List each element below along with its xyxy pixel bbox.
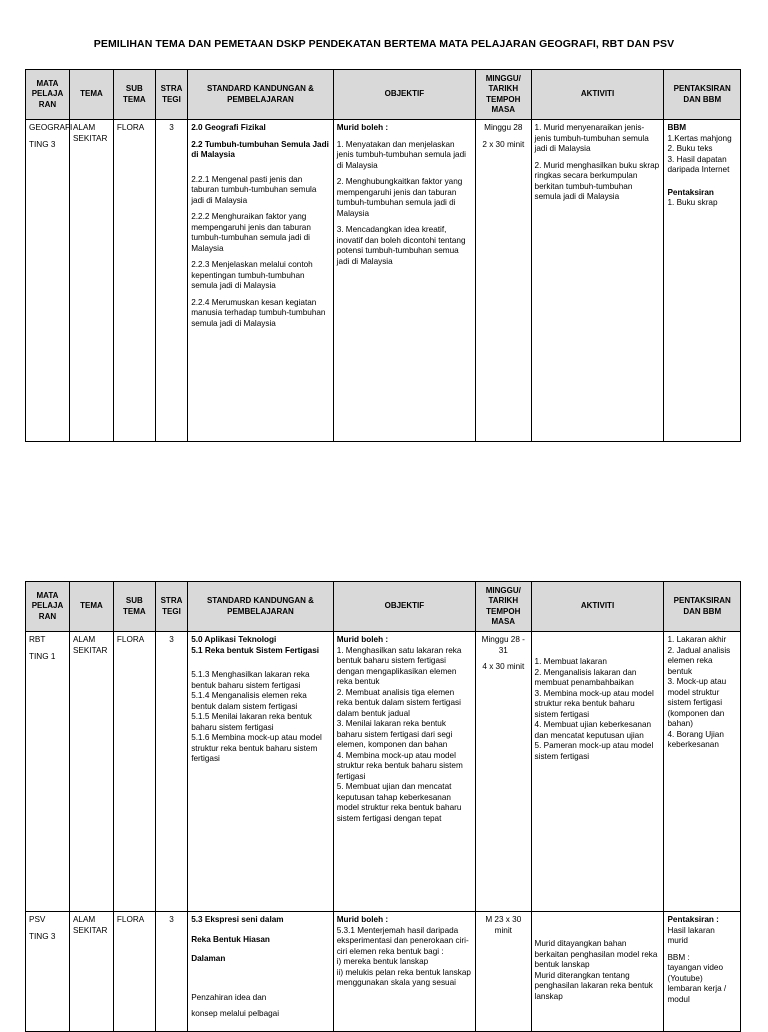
standard-item: 5.1.3 Menghasilkan lakaran reka bentuk baharu sistem fertigasi [191,670,310,690]
cell-objektif [333,632,475,912]
header-minggu: MINGGU/ TARIKH TEMPOH MASA [476,70,531,120]
objective-heading: Murid boleh : [336,123,389,132]
cell-minggu [476,632,531,912]
header-pentaksiran: PENTAKSIRAN DAN BBM [664,70,741,120]
header-pentaksiran: PENTAKSIRAN DAN BBM [664,582,741,632]
cell-pentaksiran [664,120,741,442]
standard-item: 5.1.6 Membina mock-up atau model struktur reka bentuk baharu sistem fertigasi [191,733,322,763]
header-sub-tema: SUB TEMA [113,582,155,632]
assessment-item: 1. Lakaran akhir [667,635,727,644]
cell-sub-tema: FLORA [113,912,155,1032]
cell-mata-pelajaran [26,912,70,1032]
objective-item: 3. Menilai lakaran reka bentuk baharu sistem fertigasi dari segi elemen, komponen dan bahan [336,719,453,749]
objective-item: 2. Membuat analisis tiga elemen reka bentuk dalam sistem fertigasi dalam bentuk jadual [336,687,461,718]
bbm-heading: BBM : [667,952,690,962]
subject-name: RBT [29,635,46,644]
duration-label: 4 x 30 minit [482,662,525,671]
assessment-item: 1. Buku skrap [667,198,718,207]
objective-item: 5.3.1 Menterjemah hasil daripada eksperimentasi dan penerokaan ciri-ciri elemen reka bentuk bagi : [336,925,469,956]
objective-item: 5. Membuat ujian dan mencatat keputusan tahap keberkesanan model struktur reka bentuk baharu sistem fertigasi dengan tepat [336,782,462,823]
standard-subheading: 2.2 Tumbuh-tumbuhan Semula Jadi di Malaysia [191,139,329,159]
standard-subheading: Reka Bentuk Hiasan [191,934,270,944]
standard-heading: 5.3 Ekspresi seni dalam [191,915,284,924]
dskp-table-rbt-psv [25,581,741,1032]
activity-item: 1. Murid menyenaraikan jenis-jenis tumbuh-tumbuhan semula jadi di Malaysia [534,123,649,153]
header-strategi: STRA TEGI [155,70,187,120]
bbm-item: 3. Hasil dapatan daripada Internet [667,154,730,174]
cell-tema: ALAM SEKITAR [69,912,113,1032]
cell-strategi: 3 [155,912,187,1032]
assessment-item: 3. Mock-up atau model struktur sistem fertigasi (komponen dan bahan) [667,677,727,728]
assessment-item: 4. Borang Ujian keberkesanan [667,729,724,749]
activity-item: 2. Murid menghasilkan buku skrap ringkas secara berkumpulan berkitan tumbuh-tumbuhan semula jadi di Malaysia [534,160,660,201]
form-level: TING 3 [29,931,56,941]
header-tema: TEMA [69,582,113,632]
cell-pentaksiran [664,632,741,912]
standard-subheading: 5.1 Reka bentuk Sistem Fertigasi [191,645,320,655]
subject-name: GEOGRAFI [29,123,73,132]
table-header-row [26,70,741,120]
header-minggu: MINGGU/ TARIKH TEMPOH MASA [476,582,531,632]
table-header-row [26,582,741,632]
header-objektif: OBJEKTIF [333,582,475,632]
cell-mata-pelajaran [26,120,73,442]
assessment-item: Hasil lakaran murid [667,925,715,945]
activity-item: Murid diterangkan tentang penghasilan lakaran reka bentuk lanskap [534,970,653,1001]
header-aktiviti: AKTIVITI [531,582,664,632]
cell-standard [188,632,334,912]
standard-item: 5.1.5 Menilai lakaran reka bentuk baharu sistem fertigasi [191,712,312,732]
cell-mata-pelajaran [26,632,70,912]
header-mata-pelajaran: MATA PELAJA RAN [26,582,70,632]
header-strategi: STRA TEGI [155,582,187,632]
cell-minggu [476,912,531,1032]
header-standard: STANDARD KANDUNGAN & PEMBELAJARAN [188,70,334,120]
objective-heading: Murid boleh : [336,635,389,644]
objective-item: ii) melukis pelan reka bentuk lanskap menggunakan skala yang sesuai [336,967,471,987]
activity-item: 1. Membuat lakaran [534,657,607,666]
duration-label: 2 x 30 minit [482,139,525,149]
header-mata-pelajaran: MATA PELAJA RAN [26,70,70,120]
objective-item: i) mereka bentuk lanskap [336,957,429,966]
dskp-table-geografi [25,69,741,442]
cell-objektif [333,120,475,442]
standard-item: 5.1.4 Menganalisis elemen reka bentuk dalam sistem fertigasi [191,691,307,711]
cell-pentaksiran [664,912,741,1032]
standard-heading: 2.0 Geografi Fizikal [191,123,266,132]
bbm-heading: BBM [667,123,687,132]
bbm-item: 1.Kertas mahjong [667,133,732,143]
cell-sub-tema: FLORA [113,120,155,442]
cell-sub-tema: FLORA [113,632,155,912]
cell-strategi: 3 [155,632,187,912]
cell-aktiviti [531,632,664,912]
standard-subheading: Dalaman [191,954,226,963]
header-tema: TEMA [69,70,113,120]
assessment-heading: Pentaksiran [667,187,714,197]
activity-item: 5. Pameran mock-up atau model sistem fertigasi [534,741,654,761]
objective-item: 1. Menyatakan dan menjelaskan jenis tumbuh-tumbuhan semula jadi di Malaysia [336,139,466,170]
week-label: Minggu 28 [484,123,523,132]
activity-item: Murid ditayangkan bahan berkaitan penghasilan model reka bentuk lanskap [534,939,658,969]
cell-strategi: 3 [155,120,187,442]
objective-heading: Murid boleh : [336,915,389,924]
cell-standard [188,912,334,1032]
form-level: TING 1 [29,651,56,661]
assessment-heading: Pentaksiran : [667,915,719,924]
standard-item: 2.2.3 Menjelaskan melalui contoh kepentingan tumbuh-tumbuhan semula jadi di Malaysia [191,260,313,290]
cell-objektif [333,912,475,1032]
activity-item: 3. Membina mock-up atau model struktur reka bentuk baharu sistem fertigasi [534,688,654,719]
objective-item: 4. Membina mock-up atau model struktur reka bentuk baharu sistem fertigasi [336,750,463,781]
standard-item: konsep melalui pelbagai [191,1009,280,1018]
cell-standard [188,120,334,442]
cell-aktiviti [531,912,664,1032]
table-row [26,120,741,442]
subject-name: PSV [29,915,46,924]
form-level: TING 3 [29,139,56,149]
header-standard: STANDARD KANDUNGAN & PEMBELAJARAN [188,582,334,632]
cell-tema: ALAM SEKITAR [69,120,113,442]
table-row [26,912,741,1032]
header-aktiviti: AKTIVITI [531,70,664,120]
standard-item: 2.2.1 Mengenal pasti jenis dan taburan tumbuh-tumbuhan semula jadi di Malaysia [191,174,317,205]
cell-tema: ALAM SEKITAR [69,632,113,912]
standard-item: 2.2.2 Menghuraikan faktor yang mempengaruhi jenis dan taburan tumbuh-tumbuhan semula jadi di Malaysia [191,212,311,253]
bbm-item: 2. Buku teks [667,144,713,153]
standard-item: Penzahiran idea dan [191,992,267,1002]
objective-item: 3. Mencadangkan idea kreatif, inovatif dan boleh dicontohi tentang potensi tumbuh-tumbuhan semua jadi di Malaysia [336,225,466,266]
objective-item: 1. Menghasilkan satu lakaran reka bentuk baharu sistem fertigasi dengan mengaplikasikan elemen reka bentuk [336,645,462,686]
header-sub-tema: SUB TEMA [113,70,155,120]
bbm-item: tayangan video (Youtube) lembaran kerja / modul [667,963,727,1004]
page-title: PEMILIHAN TEMA DAN PEMETAAN DSKP PENDEKATAN BERTEMA MATA PELAJARAN GEOGRAFI, RBT DAN PSV [93,38,675,50]
week-label: M 23 x 30 minit [485,915,522,935]
assessment-item: 2. Jadual analisis elemen reka bentuk [667,645,731,676]
cell-aktiviti [531,120,664,442]
standard-item: 2.2.4 Merumuskan kesan kegiatan manusia terhadap tumbuh-tumbuhan semula jadi di Malaysia [191,297,326,328]
week-label: Minggu 28 - 31 [481,635,525,655]
header-objektif: OBJEKTIF [333,70,475,120]
standard-heading: 5.0 Aplikasi Teknologi [191,635,277,644]
objective-item: 2. Menghubungkaitkan faktor yang mempengaruhi jenis dan taburan tumbuh-tumbuhan semula jadi di Malaysia [336,177,463,218]
activity-item: 4. Membuat ujian keberkesanan dan mencatat keputusan ujian [534,720,652,740]
table-row [26,632,741,912]
cell-minggu [476,120,531,442]
activity-item: 2. Menganalisis lakaran dan membuat penambahbaikan [534,667,637,687]
